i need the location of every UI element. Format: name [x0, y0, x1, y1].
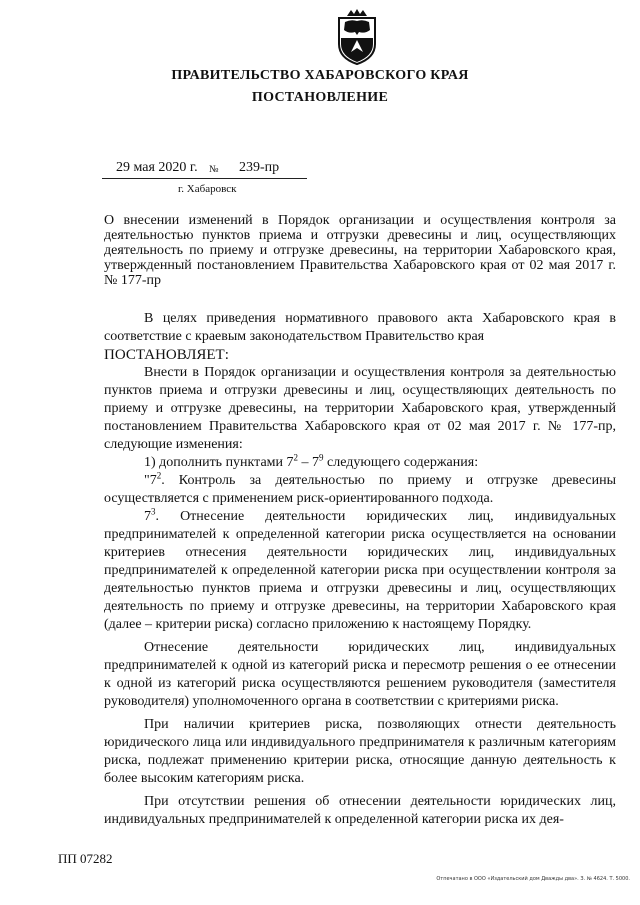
item-1-post: следующего содержания: — [323, 455, 479, 470]
khabarovsk-coat-of-arms-icon — [333, 8, 381, 66]
p73-post: . Отнесение деятельности юридических лиц, индивидуальных предпринимателей к определенной категории риска осуществляется на основании критериев отнесения деятельности юридических лиц, индивидуальных предпринимателей к определенной категории риска при осуществлении контроля за деятельностью пунктов приема и отгрузки древесины и лиц, осуществляющих деятельность по приему и отгрузке древесины, на территории Хабаровского края (далее – критерии риска) согласно приложению к настоящему Порядку. — [104, 509, 616, 632]
paragraph-amend: Внести в Порядок организации и осуществления контроля за деятельностью пунктов приема и отгрузки древесины и лиц, осуществляющих деятельность по приему и отгрузке древесины, на территории Хабаровского края, утвержденный постановлением Правительства Хабаровского края от 02 мая 2017 г. № 177-пр, следующие изменения: — [104, 365, 616, 452]
date-underline — [102, 178, 307, 179]
item-1-sup-b: 9 — [319, 452, 324, 463]
item-1-mid: – 7 — [298, 455, 320, 470]
document-body — [104, 310, 616, 829]
paragraph-risk-criteria: При наличии критериев риска, позволяющих отнести деятельность юридического лица или индивидуального предпринимателя к различным категориям риска, подлежат применению критерии риска, относящие данную деятельность к более высоким категориям риска. — [104, 717, 616, 786]
p72-sup: 2 — [156, 470, 162, 481]
document-city: г. Хабаровск — [178, 183, 237, 195]
document-type: ПОСТАНОВЛЕНИЕ — [251, 90, 389, 105]
paragraph-7-3 — [104, 508, 616, 634]
document-number: 239-пр — [239, 160, 280, 175]
paragraph-no-decision: При отсутствии решения об отнесении деятельности юридических лиц, индивидуальных предпринимателей к определенной категории риска их дея- — [104, 794, 616, 827]
footer-code: ПП 07282 — [58, 851, 113, 866]
paragraph-preamble: В целях приведения нормативного правового акта Хабаровского края в соответствие с краевым законодательством Правительство края — [104, 311, 616, 344]
p72-pre: "7 — [144, 473, 157, 488]
item-1-pre: 1) дополнить пунктами 7 — [144, 455, 294, 470]
document-subject: О внесении изменений в Порядок организации и осуществления контроля за деятельностью пунктов приема и отгрузки древесины и лиц, осуществляющих деятельность по приему и отгрузке древесины, на территории Хабаровского края, утвержденный постановлением Правительства Хабаровского края от 02 мая 2017 г. № 177-пр — [104, 213, 616, 288]
paragraph-risk-assignment: Отнесение деятельности юридических лиц, индивидуальных предпринимателей к одной из категорий риска и пересмотр решения о ее отнесении к одной из категорий риска осуществляются решением руководителя (заместителя руководителя) уполномоченного органа в соответствии с критериями риска. — [104, 640, 616, 709]
p73-pre: 7 — [144, 509, 151, 524]
paragraph-item-1 — [104, 454, 616, 472]
p72-post: . Контроль за деятельностью по приему и отгрузке древесины осуществляется с применением риск-ориентированного подхода. — [104, 473, 616, 506]
resolves-heading: ПОСТАНОВЛЯЕТ: — [104, 347, 229, 363]
paragraph-7-2 — [104, 472, 616, 508]
printer-imprint: Отпечатано в ООО «Издательский дом Дважды два». З. № 4624. Т. 5000. — [436, 876, 630, 882]
document-date: 29 мая 2020 г. — [116, 160, 198, 175]
government-title: ПРАВИТЕЛЬСТВО ХАБАРОВСКОГО КРАЯ — [171, 68, 469, 83]
item-1-sup-a: 2 — [293, 452, 299, 463]
number-sign: № — [209, 164, 219, 175]
p73-sup: 3 — [151, 506, 156, 517]
